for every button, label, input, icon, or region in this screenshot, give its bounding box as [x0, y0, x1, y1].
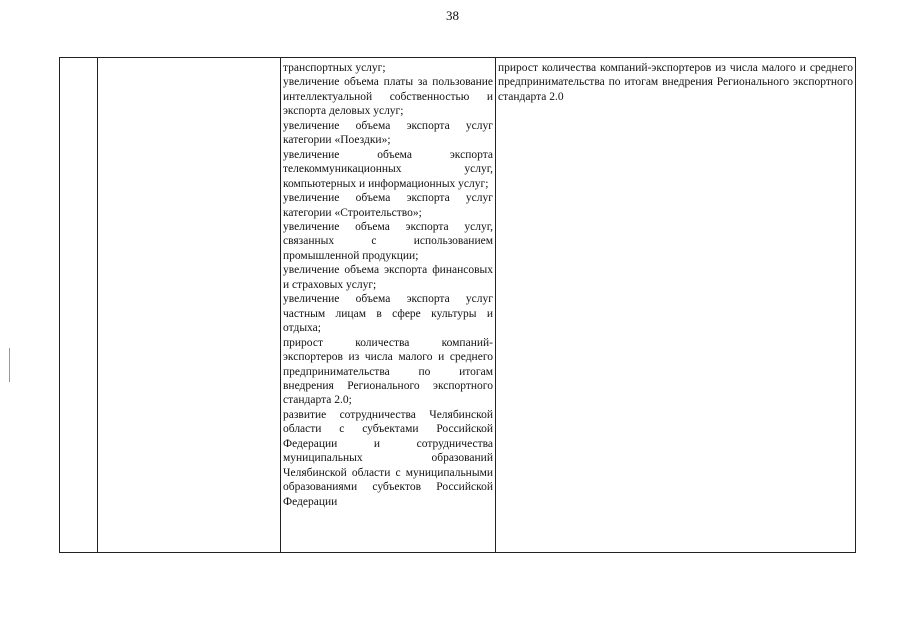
task-item: увеличение объема экспорта услуг частным лицам в сфере культуры и отдыха;	[283, 293, 493, 335]
task-item: увеличение объема экспорта услуг, связанных с использованием промышленной продукции;	[283, 220, 493, 262]
task-item: развитие сотрудничества Челябинской области с субъектами Российской Федерации и сотрудничества муниципальных образований Челябинской области с муниципальными образованиями субъектов Российской Федерации	[283, 408, 493, 508]
page-number: 38	[446, 8, 459, 23]
task-item: прирост количества компаний-экспортеров из числа малого и среднего предпринимательства по итогам внедрения Регионального экспортного стандарта 2.0;	[283, 336, 493, 407]
margin-mark	[9, 348, 10, 382]
table-row	[60, 58, 856, 553]
task-item: увеличение объема экспорта услуг категории «Поездки»;	[283, 119, 493, 147]
cell-tasks	[281, 58, 496, 553]
task-item: увеличение объема платы за пользование интеллектуальной собственностью и экспорта деловых услуг;	[283, 76, 493, 118]
cell-name	[98, 58, 281, 553]
task-item: увеличение объема экспорта финансовых и страховых услуг;	[283, 264, 493, 291]
cell-number	[60, 58, 98, 553]
document-table	[59, 57, 856, 553]
task-item: увеличение объема экспорта телекоммуникационных услуг, компьютерных и информационных услуг;	[283, 148, 493, 190]
cell-indicators: прирост количества компаний-экспортеров из числа малого и среднего предпринимательства по итогам внедрения Регионального экспортного стандарта 2.0	[496, 58, 856, 553]
task-item: увеличение объема экспорта услуг категории «Строительство»;	[283, 192, 493, 219]
task-item: транспортных услуг;	[283, 62, 386, 74]
